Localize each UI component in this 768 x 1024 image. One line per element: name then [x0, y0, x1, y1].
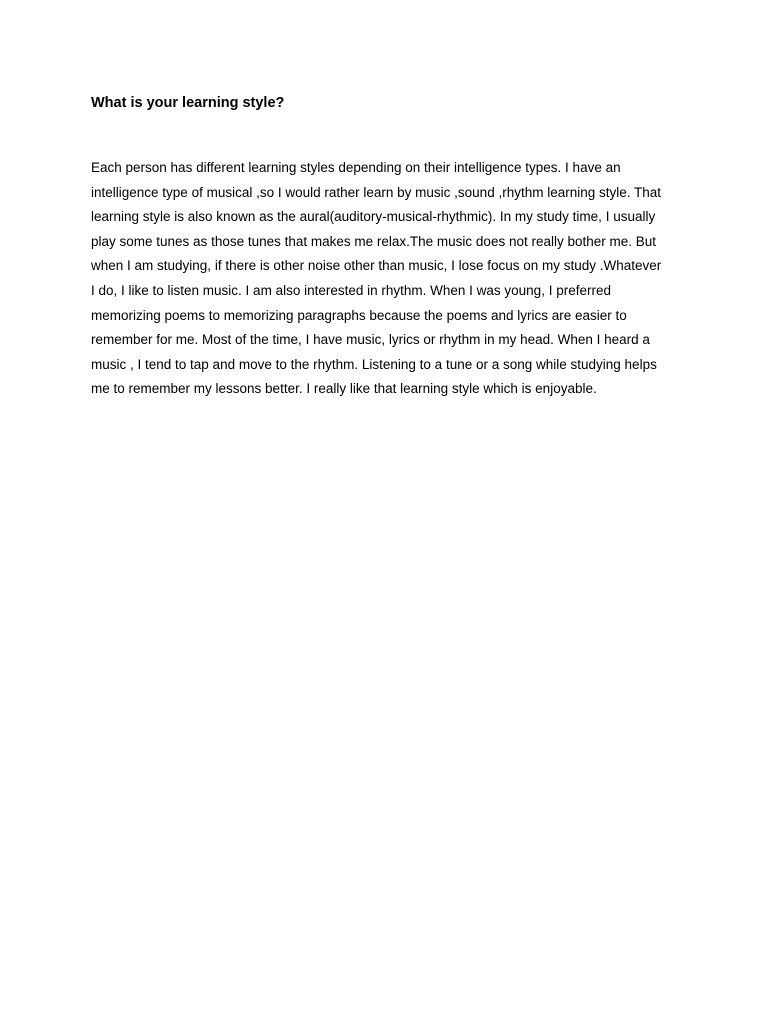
body-line: learning style is also known as the aural(auditory-musical-rhythmic). In my study time, I usually [91, 209, 656, 225]
body-line: music , I tend to tap and move to the rhythm. Listening to a tune or a song while studying helps [91, 356, 657, 372]
document-body-paragraph [91, 156, 691, 402]
document-title: What is your learning style? [91, 95, 285, 111]
body-line: me to remember my lessons better. I really like that learning style which is enjoyable. [91, 381, 597, 397]
body-line: when I am studying, if there is other noise other than music, I lose focus on my study .Whatever [91, 258, 662, 274]
body-line: memorizing poems to memorizing paragraphs because the poems and lyrics are easier to [91, 307, 627, 323]
body-line: intelligence type of musical ,so I would rather learn by music ,sound ,rhythm learning style. That [91, 184, 662, 200]
body-line: remember for me. Most of the time, I have music, lyrics or rhythm in my head. When I heard a [91, 332, 650, 348]
body-line: I do, I like to listen music. I am also interested in rhythm. When I was young, I preferred [91, 282, 611, 298]
body-line: Each person has different learning styles depending on their intelligence types. I have an [91, 160, 621, 175]
body-line: play some tunes as those tunes that makes me relax.The music does not really bother me. But [91, 233, 657, 249]
